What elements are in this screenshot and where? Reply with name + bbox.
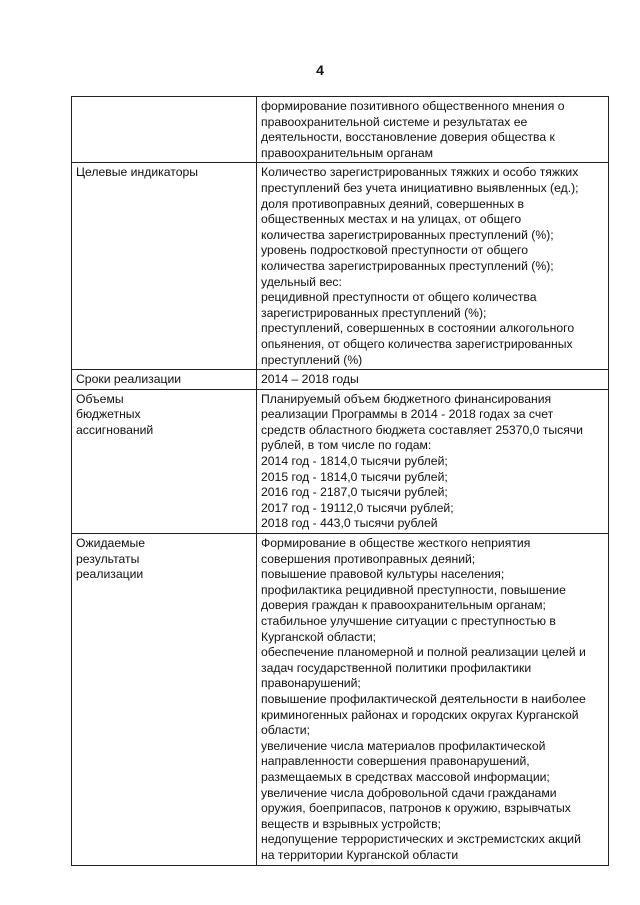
row-content-line: Количество зарегистрированных тяжких и особо тяжких [261, 165, 579, 180]
row-label-line: Сроки реализации [76, 372, 182, 387]
row-content-line: опьянения, от общего количества зарегистрированных [261, 336, 573, 351]
row-content-line: веществ и взрывных устройств; [261, 816, 441, 831]
row-label-cell [72, 534, 257, 865]
row-label-cell [72, 163, 257, 370]
row-content-line: Планируемый объем бюджетного финансирования [261, 391, 552, 406]
row-label-line: реализации [76, 567, 144, 582]
row-content-line: 2017 год - 19112,0 тысячи рублей; [261, 500, 454, 515]
page-number: 4 [316, 62, 324, 78]
row-content-line: увеличение числа материалов профилактической [261, 738, 546, 753]
row-content-cell [257, 163, 609, 370]
row-label-line: Объемы [76, 391, 124, 406]
row-content-line: стабильное улучшение ситуации с преступностью в [261, 614, 556, 628]
row-label-cell [72, 389, 257, 533]
row-content-line: 2014 год - 1814,0 тысячи рублей; [261, 454, 448, 469]
row-content-line: преступлений (%) [261, 352, 363, 367]
row-content-cell [257, 534, 609, 865]
row-label-line: Ожидаемые [76, 536, 146, 551]
row-label-line: бюджетных [76, 407, 141, 422]
row-content-cell [257, 370, 609, 390]
row-content-line: преступлений, совершенных в состоянии алкогольного [261, 321, 575, 336]
row-content-line: правонарушений; [261, 676, 361, 691]
table-body [72, 97, 609, 866]
row-content-line: доля противоправных деяний, совершенных в [261, 196, 524, 211]
row-content-line: недопущение террористических и экстремистских акций [261, 832, 581, 847]
row-content-line: правоохранительной системе и результатах ее [261, 114, 528, 129]
row-content-line: совершения противоправных деяний; [261, 551, 476, 566]
row-content-cell [257, 389, 609, 533]
row-content-line: реализации Программы в 2014 - 2018 годах за счет [261, 407, 554, 422]
row-content-line: правоохранительным органам [261, 145, 434, 160]
row-label-line: результаты [76, 551, 140, 566]
row-content-line: повышение правовой культуры населения; [261, 567, 505, 582]
row-content-line: задач государственной политики профилактики [261, 660, 532, 675]
row-content-cell [257, 97, 609, 163]
row-content-line: общественных местах и на улицах, от общего [261, 212, 522, 227]
table-row [72, 163, 609, 370]
row-content-line: уровень подростковой преступности от общего [261, 243, 529, 258]
row-content-line: на территории Курганской области [261, 847, 459, 862]
row-label-cell [72, 370, 257, 390]
row-content-line: Курганской области; [261, 629, 377, 644]
row-content-line: области; [261, 723, 310, 738]
row-content-line: удельный вес: [261, 274, 342, 289]
row-content-line: Формирование в обществе жесткого неприятия [261, 536, 531, 551]
program-passport-table [71, 96, 609, 866]
row-content-line: 2016 год - 2187,0 тысячи рублей; [261, 485, 448, 500]
row-content-line: 2018 год - 443,0 тысячи рублей [261, 516, 438, 531]
row-content-line: обеспечение планомерной и полной реализации целей и [261, 645, 586, 660]
row-label-line: Целевые индикаторы [76, 165, 199, 180]
row-content-line: 2015 год - 1814,0 тысячи рублей; [261, 469, 448, 484]
row-content-line: размещаемых в средствах массовой информации; [261, 769, 550, 784]
row-content-line: рецидивной преступности от общего количества [261, 290, 537, 305]
row-content-line: средств областного бюджета составляет 25370,0 тысячи [261, 422, 583, 437]
row-content-line: оружия, боеприпасов, патронов к оружию, взрывчатых [261, 801, 571, 816]
row-content-line: преступлений без учета инициативно выявленных (ед.); [261, 180, 579, 195]
row-content-line: зарегистрированных преступлений (%); [261, 305, 487, 320]
row-content-line: повышение профилактической деятельности в наиболее [261, 691, 586, 706]
row-content-line: количества зарегистрированных преступлений (%); [261, 227, 554, 242]
table-row [72, 370, 609, 390]
row-content-line: доверия граждан к правоохранительным органам; [261, 598, 546, 613]
row-label-cell [72, 97, 257, 163]
table-row [72, 534, 609, 865]
row-content-line: формирование позитивного общественного мнения о [261, 99, 565, 113]
row-content-line: профилактика рецидивной преступности, повышение [261, 582, 566, 597]
row-label-line: ассигнований [76, 422, 154, 437]
row-content-line: увеличение числа добровольной сдачи гражданами [261, 785, 557, 800]
row-content-line: криминогенных районах и городских округах Курганской [261, 707, 579, 722]
row-content-line: рублей, в том числе по годам: [261, 438, 432, 453]
row-content-line: 2014 – 2018 годы [261, 372, 359, 387]
row-content-line: деятельности, восстановление доверия общества к [261, 130, 555, 145]
table-row [72, 97, 609, 163]
row-content-line: направленности совершения правонарушений, [261, 754, 530, 769]
row-content-line: количества зарегистрированных преступлений (%); [261, 258, 554, 273]
table-row [72, 389, 609, 533]
